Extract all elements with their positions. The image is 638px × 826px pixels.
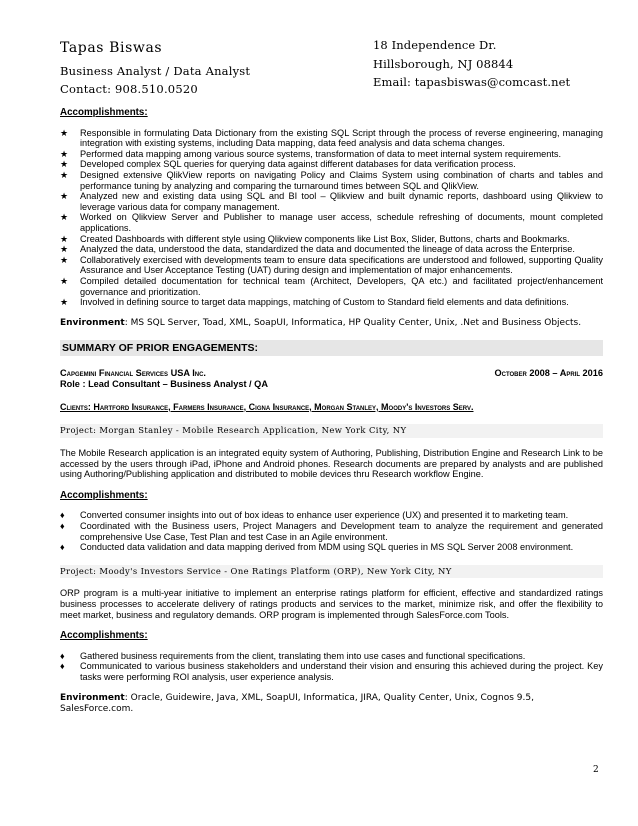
- list-item: ★ Analyzed new and existing data using SQL and BI tool – Qlikview and built dynamic reports, dashboard using Qlikview to leverage various data for company management.: [60, 191, 603, 212]
- resume-content: [60, 108, 603, 715]
- diamond-bullet-icon: ♦: [60, 542, 65, 553]
- environment-line-1: [60, 318, 603, 329]
- project-title-2: Project: Moody's Investors Service - One Ratings Platform (ORP), New York City, NY: [60, 565, 603, 579]
- accomplishments-heading: Accomplishments:: [60, 489, 148, 501]
- star-bullet-icon: ★: [60, 212, 69, 223]
- environment-text: : Oracle, Guidewire, Java, XML, SoapUI, Informatica, JIRA, Quality Center, Unix, Cognos 9.5, SalesForce.com.: [60, 692, 534, 714]
- list-item: ♦ Gathered business requirements from the client, translating them into use cases and functional specifications.: [60, 650, 526, 661]
- list-item: ★ Developed complex SQL queries for querying data against different databases for data verification process.: [60, 159, 516, 170]
- candidate-title: Business Analyst / Data Analyst: [60, 64, 251, 78]
- list-item: ★ Performed data mapping among various source systems, transformation of data to meet internal system requirements.: [60, 148, 562, 159]
- project1-accomplishments-list: [60, 510, 603, 552]
- diamond-bullet-icon: ♦: [60, 661, 65, 672]
- summary-heading: SUMMARY OF PRIOR ENGAGEMENTS:: [60, 340, 603, 357]
- list-item: ★ Collaboratively exercised with developments team to ensure data specifications are understood and followed, supporting Quality Assurance and User Acceptance Testing (UAT) during design and implementation of major enhancements.: [60, 254, 603, 276]
- star-bullet-icon: ★: [60, 275, 69, 286]
- accomplishments-heading: Accomplishments:: [60, 630, 148, 642]
- list-item: ★ Worked on Qlikview Server and Publisher to manage user access, schedule refreshing of documents, mount completed applications.: [60, 212, 603, 233]
- star-bullet-icon: ★: [60, 169, 69, 180]
- star-bullet-icon: ★: [60, 191, 69, 202]
- role-line: Role : Lead Consultant – Business Analyst / QA: [60, 378, 268, 389]
- address-line-1: 18 Independence Dr.: [373, 38, 497, 52]
- star-bullet-icon: ★: [60, 297, 69, 308]
- candidate-contact: Contact: 908.510.0520: [60, 82, 198, 96]
- engagement-dates: October 2008 – April 2016: [494, 368, 603, 379]
- star-bullet-icon: ★: [60, 254, 69, 265]
- diamond-bullet-icon: ♦: [60, 650, 65, 661]
- environment-text: : MS SQL Server, Toad, XML, SoapUI, Informatica, HP Quality Center, Unix, .Net and Business Objects.: [124, 317, 582, 328]
- environment-line-2: [60, 693, 603, 715]
- list-item: ★ Involved in defining source to target data mappings, matching of Custom to Standard field elements and data definitions.: [60, 297, 569, 308]
- project-title-1: Project: Morgan Stanley - Mobile Research Application, New York City, NY: [60, 424, 603, 438]
- star-bullet-icon: ★: [60, 159, 69, 170]
- company-name: Capgemini Financial Services USA Inc.: [60, 368, 206, 379]
- list-item: ★ Created Dashboards with different style using Qlikview components like List Box, Slider, Buttons, charts and Bookmarks.: [60, 233, 570, 244]
- header-right: [373, 36, 570, 92]
- list-item: ♦ Coordinated with the Business users, Project Managers and Development team to analyze the requirement and generated comprehensive Use Case, Test Plan and test Case in an Agile environment.: [60, 521, 603, 542]
- project2-accomplishments-list: [60, 651, 603, 683]
- list-item: ★ Compiled detailed documentation for technical team (Architect, Developers, QA etc.) and facilitated project/enhancement governance and prioritization.: [60, 275, 603, 297]
- company-row: [60, 368, 603, 379]
- accomplishments-list: [60, 128, 603, 308]
- star-bullet-icon: ★: [60, 127, 69, 138]
- star-bullet-icon: ★: [60, 244, 69, 255]
- list-item: ♦ Converted consumer insights into out of box ideas to enhance user experience (UX) and presented it to marketing team.: [60, 510, 569, 521]
- list-item: ★ Analyzed the data, understood the data, standardized the data and documented the lineage of data across the Enterprise.: [60, 244, 575, 255]
- list-item: ★ Responsible in formulating Data Dictionary from the existing SQL Script through the process of reverse engineering, managing integration with existing systems, including Data mapping, data feed analysis and data schema changes.: [60, 127, 603, 149]
- list-item: ♦ Communicated to various business stakeholders and understand their vision and ensuring this achieved during the project. Key tasks were performing ROI analysis, user experience analysis.: [60, 661, 603, 682]
- star-bullet-icon: ★: [60, 233, 69, 244]
- star-bullet-icon: ★: [60, 148, 69, 159]
- accomplishments-heading: Accomplishments:: [60, 107, 148, 118]
- diamond-bullet-icon: ♦: [60, 510, 65, 521]
- list-item: ♦ Conducted data validation and data mapping derived from MDM using SQL queries in MS SQL Server 2008 environment.: [60, 542, 574, 553]
- clients-line: Clients: Hartford Insurance, Farmers Insurance, Cigna Insurance, Morgan Stanley, Moody's Investors Serv.: [60, 401, 474, 412]
- page-number: 2: [593, 765, 599, 775]
- list-item: ★ Designed extensive QlikView reports on navigating Policy and Claims System using combination of charts and tables and performance tuning by analyzing and comparing the turnaround times between SQL and QlikView.: [60, 169, 603, 191]
- address-line-2: Hillsborough, NJ 08844: [373, 56, 514, 71]
- email: Email: tapasbiswas@comcast.net: [373, 75, 571, 89]
- project-description-1: The Mobile Research application is an integrated equity system of Authoring, Publishing, Distribution Engine and Research Link to be accessed by the users through iPad, iPhone and Android phones. Research documents are prepared by analysts and are published using Authoring/Publishing application and distributed to mobile devices thru Research workflow Engine.: [60, 448, 603, 480]
- environment-label: Environment: [60, 317, 125, 328]
- header-left: [60, 38, 250, 98]
- project-description-2: ORP program is a multi-year initiative to implement an enterprise ratings platform for efficient, effective and standardized ratings business processes to accelerate delivery of ratings products and services to the market, minimize risk, and offer the flexibility to meet market, business and regulatory demands. ORP program is implemented through SalesForce.com Tools.: [60, 588, 603, 620]
- candidate-name: Tapas Biswas: [60, 40, 163, 56]
- environment-label: Environment: [60, 692, 125, 703]
- diamond-bullet-icon: ♦: [60, 521, 65, 532]
